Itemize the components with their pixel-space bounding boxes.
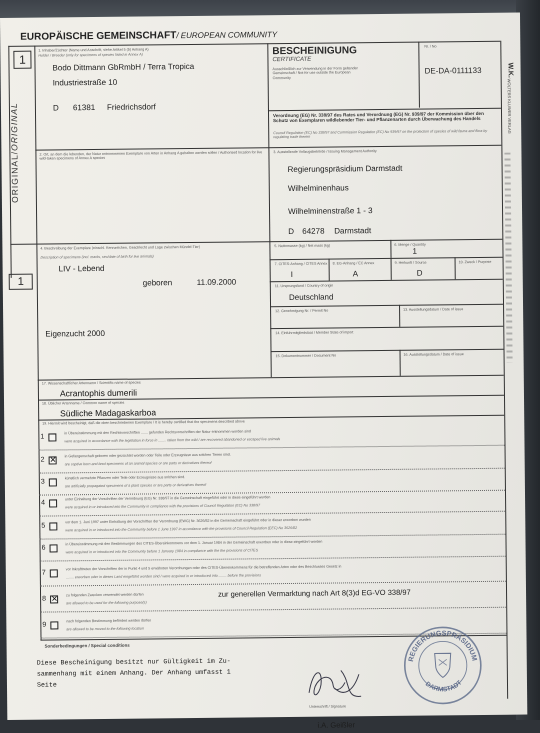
field8-label: 8. EG-Anhang / EC Annex (332, 261, 375, 266)
specimen-description: LIV - Lebend (58, 263, 105, 274)
svg-text:DARMSTADT: DARMSTADT (423, 679, 464, 694)
field11-label: 11. Ursprungsland / Country of origin (274, 283, 334, 289)
option-number: 3 (40, 478, 45, 486)
option-checkbox[interactable] (49, 456, 57, 464)
signature-label: Unterschrift / Signature (309, 704, 347, 709)
authority-country: D (288, 226, 295, 236)
publisher-name: WOLTERS KLUWER VERLAG (506, 78, 513, 134)
publisher-strip (499, 63, 519, 423)
field14-label: 14. Einfuhrmitgliedstaat / Member State of import (275, 330, 354, 336)
option-number: 1 (40, 433, 45, 441)
option-checkbox[interactable] (49, 478, 57, 486)
holder-street: Industriestraße 10 (52, 77, 118, 88)
holder-city: Friedrichsdorf (106, 102, 156, 112)
certificate-desc: Ausschließlich zur Verwendung in der Form geltender Gemeinschaft / Not for use outside the European Community (272, 66, 358, 80)
option-number: 9 (42, 621, 47, 629)
option-text-en: were acquired in or introduced into the Community before 1 January 1984 in compliance with the the provisions of CITES (65, 548, 258, 555)
option-number: 7 (41, 569, 46, 577)
option-divider (40, 607, 506, 613)
option-number: 5 (41, 522, 46, 530)
field5-label: 5. Nettomasse (kg) / Net mass (kg) (274, 243, 331, 249)
option-text: nach folgenden Bestimmung befördert werden dürfen (66, 618, 152, 624)
option-divider (39, 468, 505, 474)
option-checkbox[interactable] (50, 569, 58, 577)
option-text: unter Einhaltung der Vorschriften der Verordnung (EG) Nr. 338/97 in die Gemeinschaft eingeführt oder in diese eingeführt wurden (65, 495, 271, 502)
source-value: D (416, 268, 423, 278)
born-label: geboren (142, 278, 173, 288)
official-stamp (402, 625, 483, 706)
special-conditions-label: Sonderbedingungen / Special conditions (44, 642, 130, 649)
certificate-number: DE-DA-0111133 (424, 65, 482, 76)
certificate-title: BESCHEINIGUNG (272, 45, 357, 58)
special-conditions-text: Diese Bescheinigung besitzt nur Gültigkeit im Zu- sammenhang mit einem Anhang. Der Anhang umfasst 1 Seite (36, 657, 231, 689)
box-number-description: 1 (9, 274, 33, 290)
field15-label: 15. Dokumentnummer / Document No (275, 353, 337, 359)
signatory-name: i.A. Geißler (317, 720, 355, 730)
cites-annex-value: I (290, 269, 293, 279)
option-checkbox[interactable] (50, 544, 58, 552)
field4-label-en: Description of specimens (incl. marks, sex/date of birth for live animals) (40, 254, 154, 260)
field7-label: 7. CITES-Anhang / CITES Annex (274, 261, 328, 267)
field18-label: 18. Üblicher Artenname / Common name of species (42, 400, 125, 406)
field1-label: 1. Inhaber/Züchter (Name und Anschrift, siehe Artikel 5 (b) Anhang A) (38, 47, 149, 53)
option-text: in Übereinstimmung mit den Rechtsvorschriften ....... gefunden Rechtsvorschriften der Natur entnommen worden sind (64, 429, 251, 436)
option-text-en: are allowed to be moved to the following location (66, 626, 144, 632)
option-text-en: were acquired in or introduced into the Community in compliance with the provisions of Council Regulation (EC) No 338/97 (65, 503, 261, 510)
option-text-en: are allowed to be used for the following purpose(s) (66, 600, 147, 606)
original-vertical-label: ORIGINAL/ORIGINAL (8, 102, 20, 203)
field10-label: 10. Zweck / Purpose (458, 259, 492, 265)
scientific-name: Acrantophis dumerili (59, 387, 137, 399)
field9-label: 9. Herkunft / Source (394, 260, 427, 265)
option-text: vor Inkrafttreten der Vorschriften der in Punkt 4 und 5 erwähnten Verordnungen oder des CITES-Übereinkommens für die betreffenden Arten oder des Beschlusses Gesetz in (65, 564, 342, 572)
field17-label: 17. Wissenschaftlicher Artenname / Scientific name of species (41, 380, 141, 386)
field19-label: 19. Hiermit wird bescheinigt, daß die oben beschriebenen Exemplare / It is hereby certified that the specimens described above (42, 419, 245, 426)
field3-label: 3. Ausstellende Vollzugsbehörde / Issuing Management Authority (273, 149, 377, 155)
field16-label: 16. Ausstellungsdatum / Date of issue (403, 352, 464, 357)
authority-name: Regierungspräsidium Darmstadt (287, 163, 403, 174)
field12-label: 12. Genehmigung Nr. / Permit No (275, 308, 329, 314)
authority-street1: Wilhelminenhaus (287, 183, 349, 193)
option-text-en: ........ erworben oder in dieses Land eingeführt worden sind / were acquired in or introduced into ........ before the provisions (65, 573, 262, 580)
authority-postcode: 64278 (302, 226, 325, 236)
option-divider (39, 511, 505, 517)
regulation-text-en: Council Regulation (EC) No 338/97 and Commission Regulation (EC) No 939/97 on the protection of species of wild fauna and flora by regulating trade therein (273, 128, 488, 140)
publisher-brand: W.K. (506, 62, 514, 78)
option-divider (39, 490, 505, 496)
field13-label: 13. Ausstellungsdatum / Date of issue (403, 307, 464, 312)
authority-street2: Wilhelminenstraße 1 - 3 (287, 206, 373, 216)
holder-country: D (52, 103, 59, 113)
svg-text:REGIERUNGSPRÄSIDIUM: REGIERUNGSPRÄSIDIUM (407, 630, 478, 663)
option-text: in Übereinstimmung mit den Bestimmungen des CITES-Übereinkommens vor dem 1. Januar 1984 in der Gemeinschaft erworben oder in diese eingeführt worden (65, 539, 323, 547)
option-number: 2 (40, 456, 45, 464)
handwritten-signature (301, 662, 371, 705)
option-divider (39, 445, 505, 451)
document-title: EUROPÄISCHE GEMEINSCHAFT/ EUROPEAN COMMUNITY (20, 30, 278, 43)
option-text-en: were acquired in accordance with the legislation in force in ........ taken from the wild / are recovered abandoned or escaped live animals (64, 437, 281, 444)
field4-label: 4. Beschreibung der Exemplare (einschl. Kennzeichen, Geschlecht und Lage zwischen Mündel-Tier) (40, 244, 200, 251)
option-number: 4 (41, 499, 46, 507)
option-text: vor dem 1. Juni 1997 unter Einhaltung der Vorschriften der Verordnung (EWG) Nr. 3626/82 in die Gemeinschaft eingeführt oder in dieser erworben wurden (65, 517, 311, 525)
authority-city: Darmstadt (334, 226, 372, 236)
option-checkbox[interactable] (50, 595, 58, 603)
born-date: 11.09.2000 (196, 277, 237, 287)
option-number: 8 (42, 595, 47, 603)
option-text: in Gefangenschaft geboren oder gezüchtet worden oder Teile oder Erzeugnisse aus solchen Tieren sind. (64, 452, 231, 459)
origin-country: Deutschland (288, 292, 334, 302)
option-text: künstlich vermehrte Pflanzen oder Teile oder Erzeugnisse aus solchen sind. (64, 475, 186, 481)
field6-label: 6. Menge / Quantity (394, 242, 426, 247)
option-checkbox[interactable] (49, 499, 57, 507)
holder-postcode: 61381 (72, 103, 96, 113)
quantity-value: 1 (412, 246, 417, 256)
specimen-origin: Eigenzucht 2000 (45, 328, 105, 339)
option-text-en: are artificially propagated specimens of a plant species or are parts or derivatives thereof (64, 482, 207, 489)
regulation-text: Verordnung (EG) Nr. 338/97 des Rates und Verordnung (EG) Nr. 939/97 der Kommission über den Schutz von Exemplaren wildlebender Tier- und Pflanzenarten durch Überwachung des Handels (273, 110, 484, 124)
option-divider (40, 556, 506, 562)
option-divider (39, 534, 505, 540)
common-name: Südliche Madagaskarboa (60, 407, 157, 419)
option-divider (40, 581, 506, 587)
field2-label: 2. Ort, an dem die lebenden, der Natur entnommenen Exemplare von Arten in Anhang A gehalten werden sollen / Authorised location for live wild-taken specimens of Annex A species (39, 150, 263, 162)
certificate-document (0, 13, 527, 730)
option-text-en: were acquired in or introduced into the Community before 1 June 1997 in accordance with the provisions of Council Regulation (EEC) No 3626/82 (65, 525, 298, 533)
option-checkbox[interactable] (50, 621, 58, 629)
purpose-value: zur generellen Vermarktung nach Art 8(3)d EG-VO 338/97 (217, 587, 411, 599)
option-number: 6 (41, 544, 46, 552)
box-number-top: 1 (13, 51, 31, 69)
ec-annex-value: A (352, 269, 359, 279)
certificate-number-label: Nr. / No (424, 44, 437, 49)
option-checkbox[interactable] (49, 522, 57, 530)
certificate-title-en: CERTIFICATE (272, 56, 312, 64)
publisher-fine-print (504, 153, 512, 363)
option-text: zu folgenden Zwecken verwendet werden dürfen (66, 592, 144, 598)
option-text-en: are captive born and bred specimens of an animal species or are parts or derivatives thereof (64, 460, 212, 467)
field1-label-en: Holder / Breeder (only for specimens of species listed in Annex A) (38, 52, 143, 58)
option-checkbox[interactable] (48, 433, 56, 441)
holder-name: Bodo Dittmann GbRmbH / Terra Tropica (52, 61, 195, 73)
